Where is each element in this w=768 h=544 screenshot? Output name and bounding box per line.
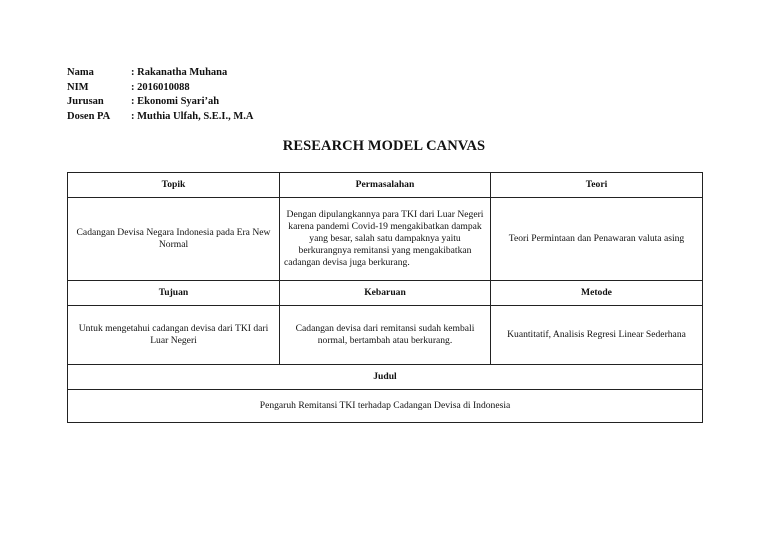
info-label: Jurusan [67, 96, 104, 107]
tujuan-cell: Untuk mengetahui cadangan devisa dari TKI dari Luar Negeri [68, 306, 280, 365]
info-value: : 2016010088 [131, 81, 190, 93]
info-label: Nama [67, 67, 94, 78]
student-info [67, 66, 254, 124]
info-row-dosen [67, 110, 254, 125]
table-header-row [68, 365, 703, 390]
info-row-nim [67, 81, 254, 96]
metode-header: Metode [491, 281, 703, 306]
table-row [68, 198, 703, 281]
teori-cell: Teori Permintaan dan Penawaran valuta asing [491, 198, 703, 281]
info-value: : Ekonomi Syari’ah [131, 96, 220, 107]
info-row-jurusan [67, 95, 254, 110]
teori-header: Teori [491, 173, 703, 198]
judul-cell: Pengaruh Remitansi TKI terhadap Cadangan Devisa di Indonesia [68, 390, 703, 423]
info-label: Dosen PA [67, 110, 111, 122]
page-title: RESEARCH MODEL CANVAS [282, 138, 486, 154]
info-label: NIM [67, 81, 89, 93]
permasalahan-header: Permasalahan [280, 173, 491, 198]
metode-cell: Kuantitatif, Analisis Regresi Linear Sederhana [491, 306, 703, 365]
info-value: : Rakanatha Muhana [131, 67, 228, 78]
judul-header: Judul [68, 365, 703, 390]
kebaruan-header: Kebaruan [280, 281, 491, 306]
kebaruan-cell: Cadangan devisa dari remitansi sudah kembali normal, bertambah atau berkurang. [280, 306, 491, 365]
research-canvas-table [67, 172, 703, 423]
table-row [68, 390, 703, 423]
info-value: : Muthia Ulfah, S.E.I., M.A [131, 110, 254, 122]
topik-cell: Cadangan Devisa Negara Indonesia pada Era New Normal [68, 198, 280, 281]
table-row [68, 306, 703, 365]
permasalahan-cell: Dengan dipulangkannya para TKI dari Luar Negeri karena pandemi Covid-19 mengakibatkan dampak yang besar, salah satu dampaknya yaitu berkurangnya remitansi yang mengakibatkan cadangan devisa juga berkurang. [280, 198, 491, 281]
topik-header: Topik [68, 173, 280, 198]
tujuan-header: Tujuan [68, 281, 280, 306]
table-header-row [68, 173, 703, 198]
table-header-row [68, 281, 703, 306]
info-row-nama [67, 66, 254, 81]
